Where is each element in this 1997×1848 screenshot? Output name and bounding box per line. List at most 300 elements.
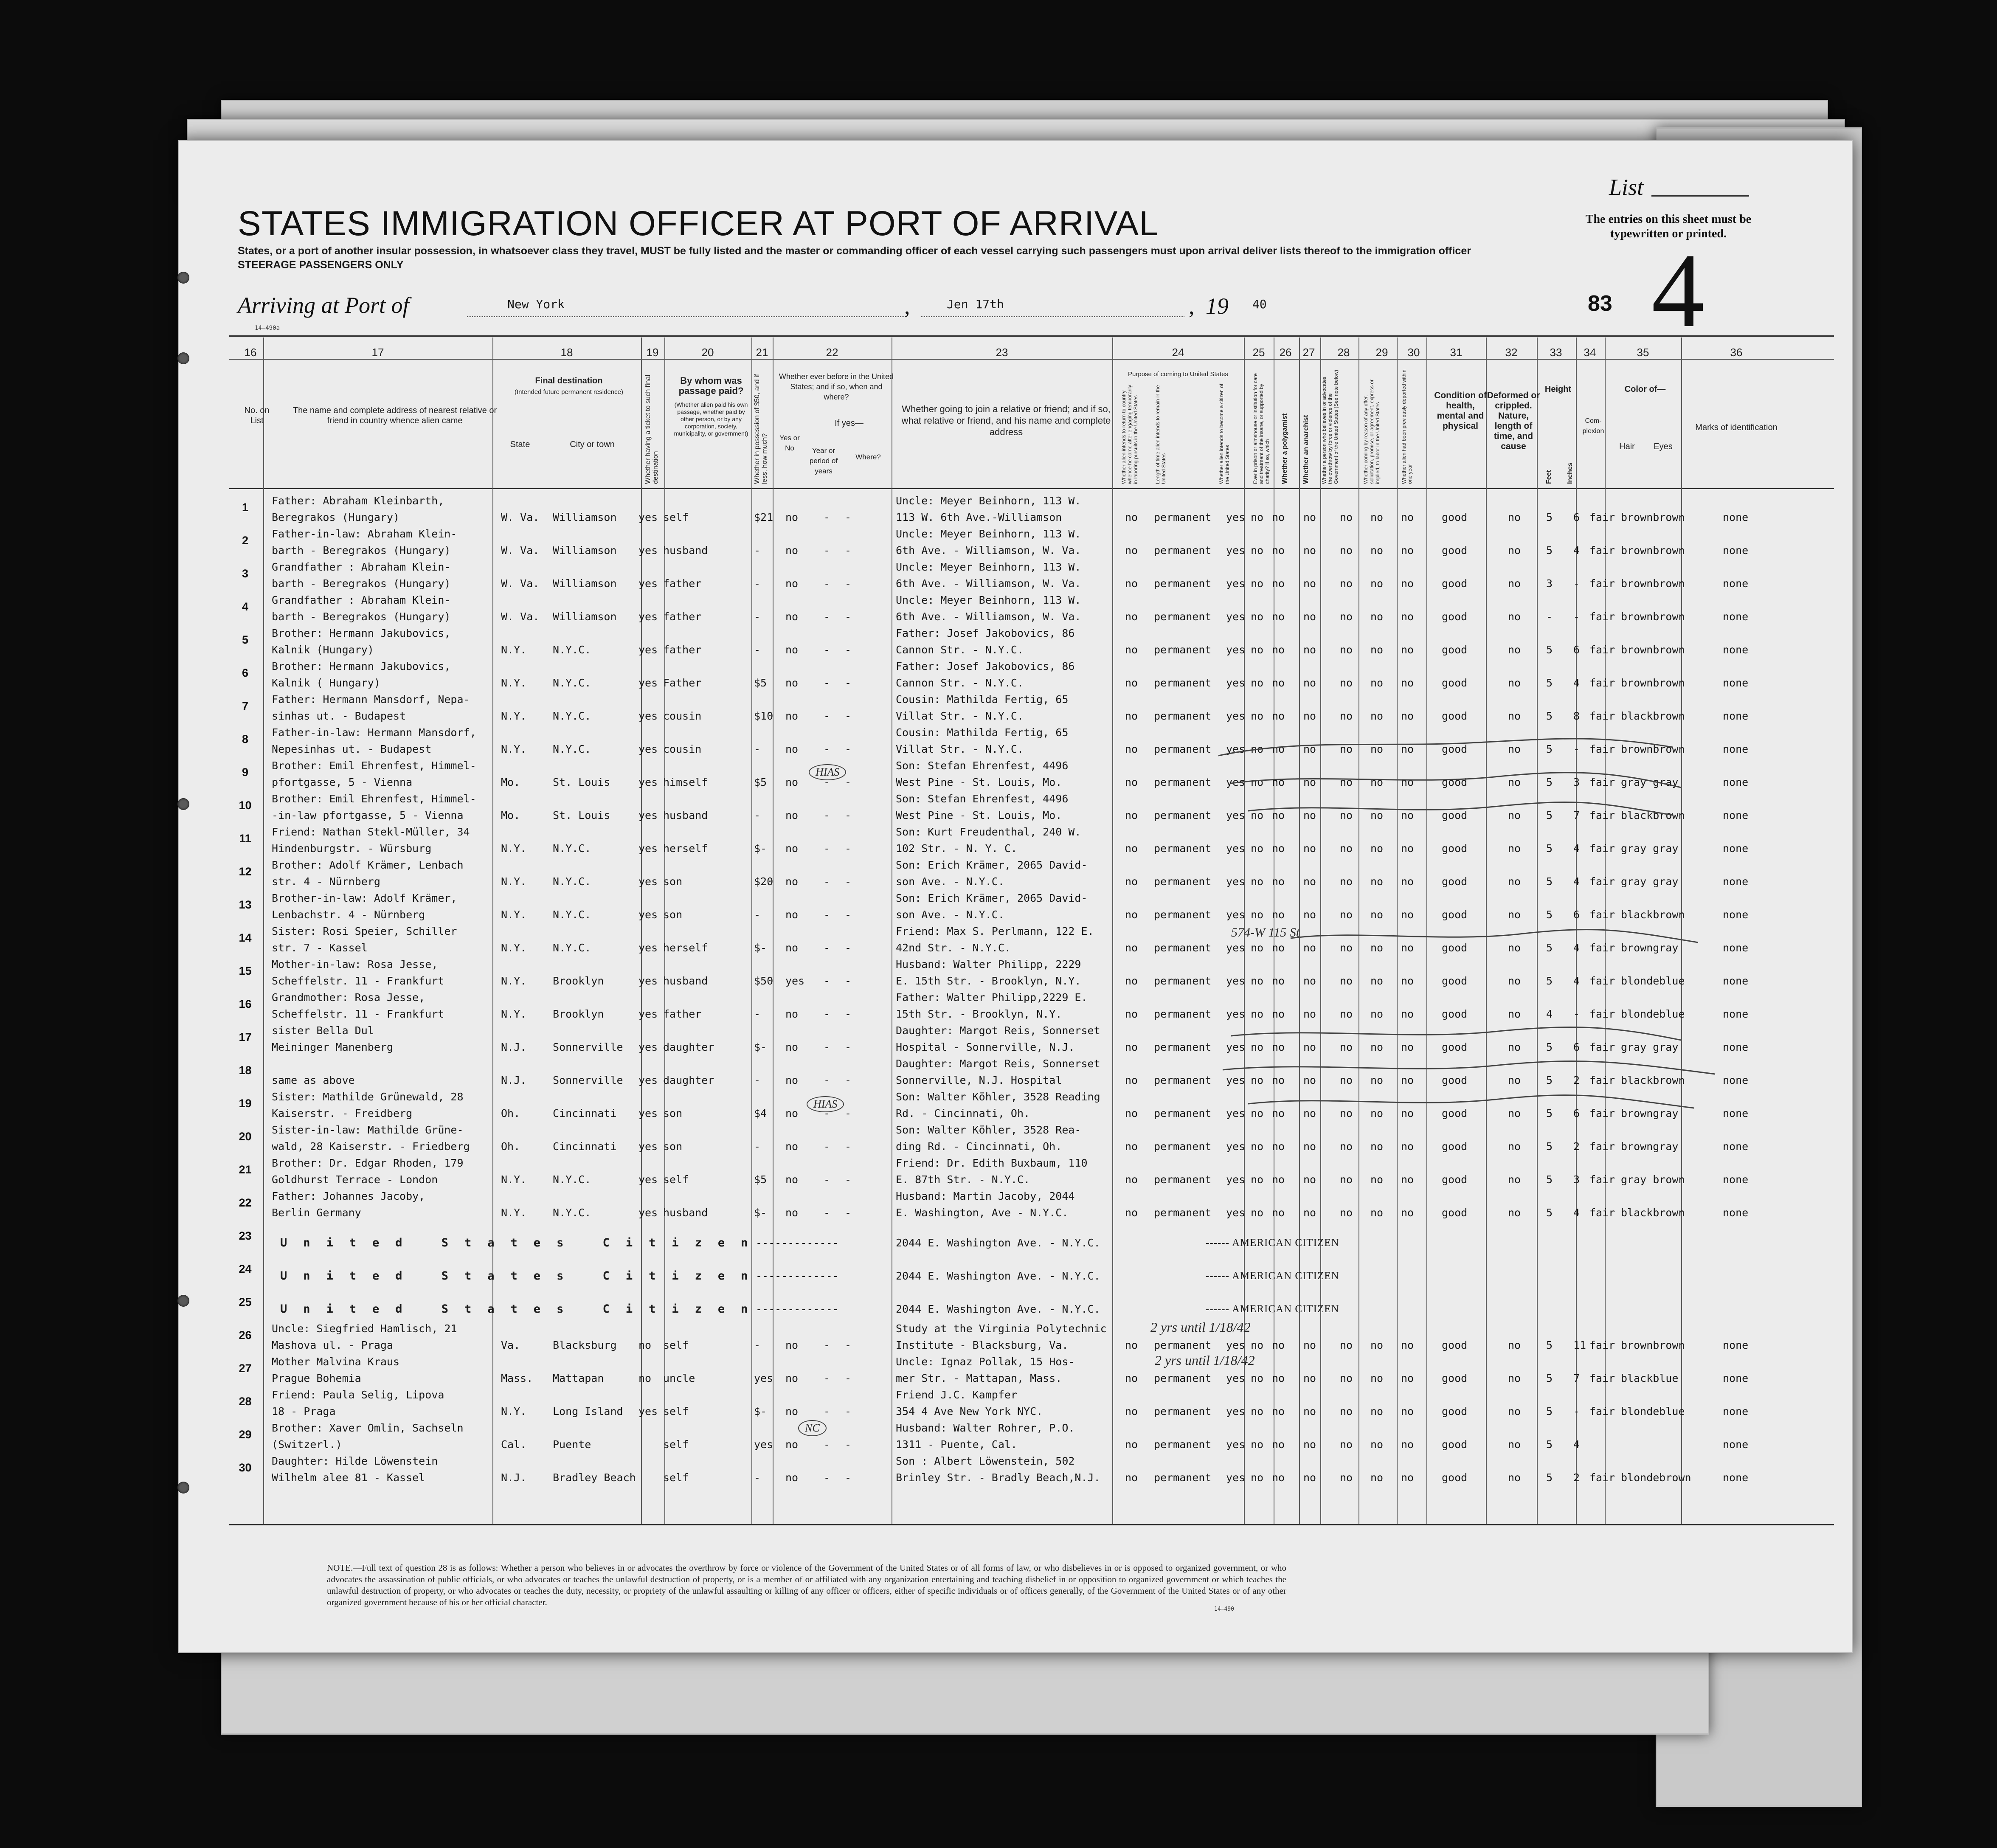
- anarchist: no: [1303, 1041, 1316, 1053]
- row-number: 11: [239, 832, 251, 845]
- money: $-: [754, 1207, 767, 1219]
- polygamist: no: [1272, 577, 1285, 590]
- dest-city: N.Y.C.: [553, 909, 591, 921]
- intends-citizen: yes: [1226, 644, 1246, 656]
- money: $20: [754, 875, 773, 888]
- relative-name: Brother: Emil Ehrenfest, Himmel-: [272, 793, 476, 805]
- labor-offer: no: [1370, 544, 1384, 557]
- before-year: -: [824, 909, 830, 921]
- scribble-line: [1218, 739, 1673, 756]
- labor-offer: no: [1370, 1405, 1384, 1418]
- height-feet: 5: [1546, 1405, 1553, 1418]
- header-c24c: Whether alien intends to become a citizen of the United States: [1218, 383, 1230, 484]
- deformed: no: [1508, 1008, 1521, 1020]
- stay-length: permanent: [1154, 1008, 1212, 1020]
- header-c21: Whether in possession of $50, and if less, how much?: [754, 374, 768, 484]
- intends-return: no: [1125, 1438, 1138, 1451]
- anarchist: no: [1303, 909, 1316, 921]
- overthrow: no: [1340, 1107, 1353, 1119]
- before-year: -: [824, 577, 830, 590]
- passage-paid-by: self: [663, 1173, 689, 1186]
- dest-state: N.J.: [501, 1074, 527, 1086]
- joining-address: 6th Ave. - Williamson, W. Va.: [896, 577, 1081, 590]
- relative-name: Sister: Rosi Speier, Schiller: [272, 925, 457, 937]
- header-bottom-rule: [229, 488, 1834, 489]
- height-inches: 6: [1573, 1041, 1580, 1053]
- stay-length: permanent: [1154, 1405, 1212, 1418]
- ticket: yes: [638, 842, 658, 855]
- relative-address: Berlin Germany: [272, 1207, 361, 1219]
- relative-address: Prague Bohemia: [272, 1372, 361, 1384]
- before-where: -: [845, 677, 852, 689]
- ticket: yes: [638, 1074, 658, 1086]
- height-inches: 7: [1573, 1372, 1580, 1384]
- marks: none: [1723, 1140, 1749, 1153]
- been-before: no: [785, 776, 799, 788]
- header-c18: Final destination: [535, 376, 603, 385]
- anarchist: no: [1303, 1339, 1316, 1351]
- overthrow: no: [1340, 1140, 1353, 1153]
- dest-city: Cincinnati: [553, 1140, 617, 1153]
- before-where: -: [845, 809, 852, 821]
- handwritten-note: 574-W 115 St: [1231, 925, 1300, 939]
- marks: none: [1723, 1438, 1749, 1451]
- dest-state: N.Y.: [501, 677, 527, 689]
- money: -: [754, 743, 761, 755]
- scribble-line: [1248, 1095, 1694, 1108]
- polygamist: no: [1272, 942, 1285, 954]
- relative-name: sister Bella Dul: [272, 1024, 374, 1037]
- header-c22: Whether ever before in the United States; and if so, when and where?: [779, 372, 894, 401]
- deformed: no: [1508, 975, 1521, 987]
- labor-offer: no: [1370, 975, 1384, 987]
- polygamist: no: [1272, 644, 1285, 656]
- intends-return: no: [1125, 677, 1138, 689]
- intends-return: no: [1125, 1173, 1138, 1186]
- been-before: no: [785, 710, 799, 722]
- header-c18-note: (Intended future permanent residence): [515, 388, 623, 396]
- money: $5: [754, 776, 767, 788]
- anarchist: no: [1303, 511, 1316, 523]
- intends-return: no: [1125, 1140, 1138, 1153]
- before-year: -: [824, 1471, 830, 1484]
- hair-eyes: brownbrown: [1621, 743, 1685, 755]
- intends-citizen: yes: [1226, 577, 1246, 590]
- relative-address: Scheffelstr. 11 - Frankfurt: [272, 1008, 444, 1020]
- anarchist: no: [1303, 644, 1316, 656]
- before-where: -: [845, 1405, 852, 1418]
- passage-paid-by: Father: [663, 677, 702, 689]
- anarchist: no: [1303, 1074, 1316, 1086]
- intends-citizen: yes: [1226, 776, 1246, 788]
- ticket: yes: [638, 677, 658, 689]
- row-number: 4: [242, 600, 249, 613]
- been-before: yes: [785, 975, 805, 987]
- ticket: yes: [638, 776, 658, 788]
- header-c28: Whether a person who believes in or advocates the overthrow by force or violence of the Government of the United States (See note below): [1321, 370, 1339, 484]
- scribble-line: [1231, 1027, 1681, 1040]
- row-number: 14: [239, 931, 252, 944]
- height-feet: -: [1546, 610, 1553, 623]
- dest-state: Cal.: [501, 1438, 527, 1451]
- column-number: 28: [1337, 346, 1350, 359]
- joining-address: mer Str. - Mattapan, Mass.: [896, 1372, 1062, 1384]
- dest-city: St. Louis: [553, 776, 610, 788]
- deformed: no: [1508, 1405, 1521, 1418]
- height-feet: 5: [1546, 842, 1553, 855]
- intends-return: no: [1125, 809, 1138, 821]
- complexion: fair: [1589, 942, 1615, 954]
- overthrow: no: [1340, 1471, 1353, 1484]
- deformed: no: [1508, 677, 1521, 689]
- intends-return: no: [1125, 1107, 1138, 1119]
- intends-return: no: [1125, 975, 1138, 987]
- date-value: Jen 17th: [947, 297, 1004, 311]
- table-row: [229, 1320, 1834, 1353]
- overthrow: no: [1340, 842, 1353, 855]
- marks: none: [1723, 875, 1749, 888]
- relative-name: Mother-in-law: Rosa Jesse,: [272, 958, 438, 970]
- intends-citizen: yes: [1226, 1173, 1246, 1186]
- deported: no: [1401, 1339, 1414, 1351]
- passage-paid-by: self: [663, 511, 689, 523]
- anarchist: no: [1303, 809, 1316, 821]
- health: good: [1442, 842, 1468, 855]
- overthrow: no: [1340, 776, 1353, 788]
- citizen-dash: -------------: [756, 1270, 839, 1282]
- before-where: -: [845, 942, 852, 954]
- column-number: 33: [1550, 346, 1562, 359]
- polygamist: no: [1272, 1207, 1285, 1219]
- intends-return: no: [1125, 610, 1138, 623]
- ticket: yes: [638, 909, 658, 921]
- labor-offer: no: [1370, 1107, 1384, 1119]
- health: good: [1442, 677, 1468, 689]
- polygamist: no: [1272, 1438, 1285, 1451]
- joining-address: Institute - Blacksburg, Va.: [896, 1339, 1069, 1351]
- handwritten-scribbles: [1172, 688, 1724, 1121]
- ticket: yes: [638, 1405, 658, 1418]
- intends-return: no: [1125, 710, 1138, 722]
- row-number: 2: [242, 534, 249, 547]
- dest-state: Mass.: [501, 1372, 533, 1384]
- complexion: fair: [1589, 1372, 1615, 1384]
- height-inches: 4: [1573, 842, 1580, 855]
- height-feet: 5: [1546, 677, 1553, 689]
- dest-state: N.Y.: [501, 909, 527, 921]
- joining-address: E. Washington, Ave - N.Y.C.: [896, 1207, 1069, 1219]
- marks: none: [1723, 1008, 1749, 1020]
- prison: no: [1251, 1041, 1264, 1053]
- before-year: -: [824, 1140, 830, 1153]
- labor-offer: no: [1370, 1372, 1384, 1384]
- passage-paid-by: father: [663, 1008, 702, 1020]
- intends-citizen: yes: [1226, 1008, 1246, 1020]
- complexion: fair: [1589, 1405, 1615, 1418]
- row-number: 6: [242, 667, 249, 679]
- stay-length: permanent: [1154, 577, 1212, 590]
- overthrow: no: [1340, 1074, 1353, 1086]
- relative-address: Kaiserstr. - Freidberg: [272, 1107, 413, 1119]
- money: $10: [754, 710, 773, 722]
- stay-length: permanent: [1154, 942, 1212, 954]
- ticket: yes: [638, 1207, 658, 1219]
- money: -: [754, 1140, 761, 1153]
- anarchist: no: [1303, 1173, 1316, 1186]
- anarchist: no: [1303, 1471, 1316, 1484]
- table-row: [229, 1188, 1834, 1221]
- binder-hole: [177, 352, 189, 364]
- marks: none: [1723, 776, 1749, 788]
- before-year: -: [824, 1041, 830, 1053]
- height-feet: 5: [1546, 644, 1553, 656]
- prison: no: [1251, 1339, 1264, 1351]
- been-before: no: [785, 511, 799, 523]
- before-where: -: [845, 1471, 852, 1484]
- table-row: [229, 492, 1834, 526]
- header-c36: Marks of identification: [1695, 423, 1778, 432]
- deformed: no: [1508, 909, 1521, 921]
- health: good: [1442, 975, 1468, 987]
- row-number: 16: [239, 998, 252, 1010]
- hair-eyes: blackbrown: [1621, 909, 1685, 921]
- before-where: -: [845, 1207, 852, 1219]
- dest-city: Brooklyn: [553, 975, 604, 987]
- row-number: 19: [239, 1097, 252, 1110]
- column-number: 30: [1407, 346, 1420, 359]
- prison: no: [1251, 942, 1264, 954]
- hair-eyes: gray gray: [1621, 842, 1679, 855]
- prison: no: [1251, 875, 1264, 888]
- health: good: [1442, 1471, 1468, 1484]
- complexion: fair: [1589, 1140, 1615, 1153]
- before-where: -: [845, 842, 852, 855]
- height-feet: 4: [1546, 1008, 1553, 1020]
- money: $-: [754, 1041, 767, 1053]
- deformed: no: [1508, 875, 1521, 888]
- deported: no: [1401, 1008, 1414, 1020]
- column-number: 21: [756, 346, 768, 359]
- been-before: no: [785, 809, 799, 821]
- column-number: 36: [1730, 346, 1743, 359]
- passage-paid-by: son: [663, 1107, 683, 1119]
- dest-state: N.Y.: [501, 710, 527, 722]
- ticket: yes: [638, 1173, 658, 1186]
- health: good: [1442, 1438, 1468, 1451]
- header-c33-inches: Inches: [1567, 462, 1574, 484]
- money: -: [754, 1074, 761, 1086]
- complexion: fair: [1589, 710, 1615, 722]
- intends-citizen: yes: [1226, 942, 1246, 954]
- dest-city: N.Y.C.: [553, 710, 591, 722]
- comma-separator: ,: [904, 293, 910, 319]
- polygamist: no: [1272, 610, 1285, 623]
- before-where: -: [845, 577, 852, 590]
- money: -: [754, 544, 761, 557]
- stay-length: permanent: [1154, 1438, 1212, 1451]
- been-before: no: [785, 677, 799, 689]
- deformed: no: [1508, 1173, 1521, 1186]
- header-c18-city: City or town: [570, 440, 615, 449]
- height-inches: 8: [1573, 710, 1580, 722]
- citizen-address: 2044 E. Washington Ave. - N.Y.C.: [896, 1270, 1100, 1282]
- marks: none: [1723, 1074, 1749, 1086]
- stay-length: permanent: [1154, 511, 1212, 523]
- joining-name: Uncle: Ignaz Pollak, 15 Hos-: [896, 1356, 1075, 1368]
- health: good: [1442, 776, 1468, 788]
- height-feet: 5: [1546, 1074, 1553, 1086]
- intends-return: no: [1125, 511, 1138, 523]
- passage-paid-by: cousin: [663, 710, 702, 722]
- been-before: no: [785, 743, 799, 755]
- passage-paid-by: father: [663, 610, 702, 623]
- relative-name: Father: Johannes Jacoby,: [272, 1190, 425, 1202]
- marks: none: [1723, 1405, 1749, 1418]
- hias-stamp: HIAS: [807, 1096, 844, 1112]
- subtitle-text: States, or a port of another insular possession, in whatsoever class they travel, MUST be fully listed and the master or commanding officer of each vessel carrying such passengers must upon arrival deliver lists thereof to the immigration officer: [238, 245, 1471, 257]
- table-row: [229, 1155, 1834, 1188]
- joining-address: Brinley Str. - Bradly Beach,N.J.: [896, 1471, 1100, 1484]
- column-number: 31: [1450, 346, 1463, 359]
- footnote-code: 14—490: [1214, 1606, 1234, 1612]
- before-where: -: [845, 1372, 852, 1384]
- column-number: 19: [646, 346, 659, 359]
- intends-citizen: yes: [1226, 1074, 1246, 1086]
- joining-name: Husband: Walter Philipp, 2229: [896, 958, 1081, 970]
- column-number: 20: [701, 346, 714, 359]
- citizen-row: [229, 1254, 1834, 1287]
- overthrow: no: [1340, 1173, 1353, 1186]
- deported: no: [1401, 1471, 1414, 1484]
- complexion: fair: [1589, 875, 1615, 888]
- dest-city: Williamson: [553, 577, 617, 590]
- hair-eyes: brownbrown: [1621, 577, 1685, 590]
- relative-address: Mashova ul. - Praga: [272, 1339, 393, 1351]
- been-before: no: [785, 1438, 799, 1451]
- dest-state: W. Va.: [501, 610, 540, 623]
- hair-eyes: blondebrown: [1621, 1471, 1691, 1484]
- before-year: -: [824, 710, 830, 722]
- height-feet: 5: [1546, 1372, 1553, 1384]
- money: $4: [754, 1107, 767, 1119]
- deported: no: [1401, 1438, 1414, 1451]
- relative-name: Mother Malvina Kraus: [272, 1356, 400, 1368]
- relative-address: str. 4 - Nürnberg: [272, 875, 380, 888]
- column-number: 22: [826, 346, 838, 359]
- height-feet: 5: [1546, 511, 1553, 523]
- citizen-label: United States Citizen: [280, 1236, 764, 1249]
- dest-state: N.Y.: [501, 875, 527, 888]
- complexion: fair: [1589, 577, 1615, 590]
- ticket: yes: [638, 1140, 658, 1153]
- polygamist: no: [1272, 511, 1285, 523]
- deformed: no: [1508, 1438, 1521, 1451]
- relative-name: Grandmother: Rosa Jesse,: [272, 991, 425, 1004]
- deported: no: [1401, 743, 1414, 755]
- labor-offer: no: [1370, 710, 1384, 722]
- labor-offer: no: [1370, 1074, 1384, 1086]
- hair-eyes: blackbrown: [1621, 710, 1685, 722]
- before-where: -: [845, 1173, 852, 1186]
- marks: none: [1723, 809, 1749, 821]
- joining-name: Friend: Dr. Edith Buxbaum, 110: [896, 1157, 1088, 1169]
- header-c24a: Whether alien intends to return to country whence he came after engaging temporarily in laboring pursuits in the United States: [1121, 385, 1139, 484]
- column-number: 26: [1279, 346, 1292, 359]
- ticket: yes: [638, 610, 658, 623]
- been-before: no: [785, 1471, 799, 1484]
- relative-address: Lenbachstr. 4 - Nürnberg: [272, 909, 425, 921]
- header-c22-ifyes: If yes—: [835, 419, 863, 428]
- prison: no: [1251, 710, 1264, 722]
- header-c22-year: Year or period of years: [809, 447, 838, 475]
- citizen-status: ------ AMERICAN CITIZEN: [1206, 1237, 1339, 1249]
- port-value: New York: [507, 297, 565, 311]
- stay-length: permanent: [1154, 1140, 1212, 1153]
- prison: no: [1251, 677, 1264, 689]
- dest-state: Mo.: [501, 809, 520, 821]
- complexion: fair: [1589, 644, 1615, 656]
- dest-city: Williamson: [553, 544, 617, 557]
- subtitle-steerage: STEERAGE PASSENGERS ONLY: [238, 259, 404, 271]
- joining-address: 1311 - Puente, Cal.: [896, 1438, 1017, 1451]
- joining-address: 102 Str. - N. Y. C.: [896, 842, 1017, 855]
- stay-length: permanent: [1154, 1074, 1212, 1086]
- before-year: -: [824, 1372, 830, 1384]
- relative-address: Kalnik ( Hungary): [272, 677, 380, 689]
- ticket: no: [638, 1339, 652, 1351]
- intends-return: no: [1125, 743, 1138, 755]
- dest-state: W. Va.: [501, 511, 540, 523]
- anarchist: no: [1303, 1405, 1316, 1418]
- passage-paid-by: herself: [663, 942, 708, 954]
- hair-eyes: blackbrown: [1621, 809, 1685, 821]
- complexion: fair: [1589, 1041, 1615, 1053]
- joining-name: Cousin: Mathilda Fertig, 65: [896, 693, 1069, 706]
- stay-length: permanent: [1154, 1107, 1212, 1119]
- intends-return: no: [1125, 544, 1138, 557]
- been-before: no: [785, 842, 799, 855]
- height-inches: -: [1573, 1405, 1580, 1418]
- joining-address: E. 15th Str. - Brooklyn, N.Y.: [896, 975, 1081, 987]
- labor-offer: no: [1370, 1438, 1384, 1451]
- overthrow: no: [1340, 909, 1353, 921]
- been-before: no: [785, 942, 799, 954]
- deformed: no: [1508, 577, 1521, 590]
- intends-citizen: yes: [1226, 909, 1246, 921]
- intends-citizen: yes: [1226, 809, 1246, 821]
- intends-citizen: yes: [1226, 1438, 1246, 1451]
- health: good: [1442, 1372, 1468, 1384]
- height-feet: 3: [1546, 577, 1553, 590]
- hias-stamp: HIAS: [809, 764, 846, 780]
- ticket: yes: [638, 511, 658, 523]
- header-c22-yesno: Yes or No: [779, 434, 800, 452]
- been-before: no: [785, 1405, 799, 1418]
- row-number: 12: [239, 865, 252, 878]
- hair-eyes: browngray: [1621, 1107, 1679, 1119]
- passage-paid-by: father: [663, 644, 702, 656]
- before-year: -: [824, 975, 830, 987]
- row-number: 29: [239, 1428, 252, 1441]
- ticket: yes: [638, 644, 658, 656]
- row-number: 5: [242, 633, 249, 646]
- relative-name: Friend: Paula Selig, Lipova: [272, 1389, 444, 1401]
- before-year: -: [824, 1107, 830, 1119]
- intends-return: no: [1125, 1471, 1138, 1484]
- stay-length: permanent: [1154, 809, 1212, 821]
- intends-return: no: [1125, 776, 1138, 788]
- scribble-line: [1223, 1061, 1715, 1074]
